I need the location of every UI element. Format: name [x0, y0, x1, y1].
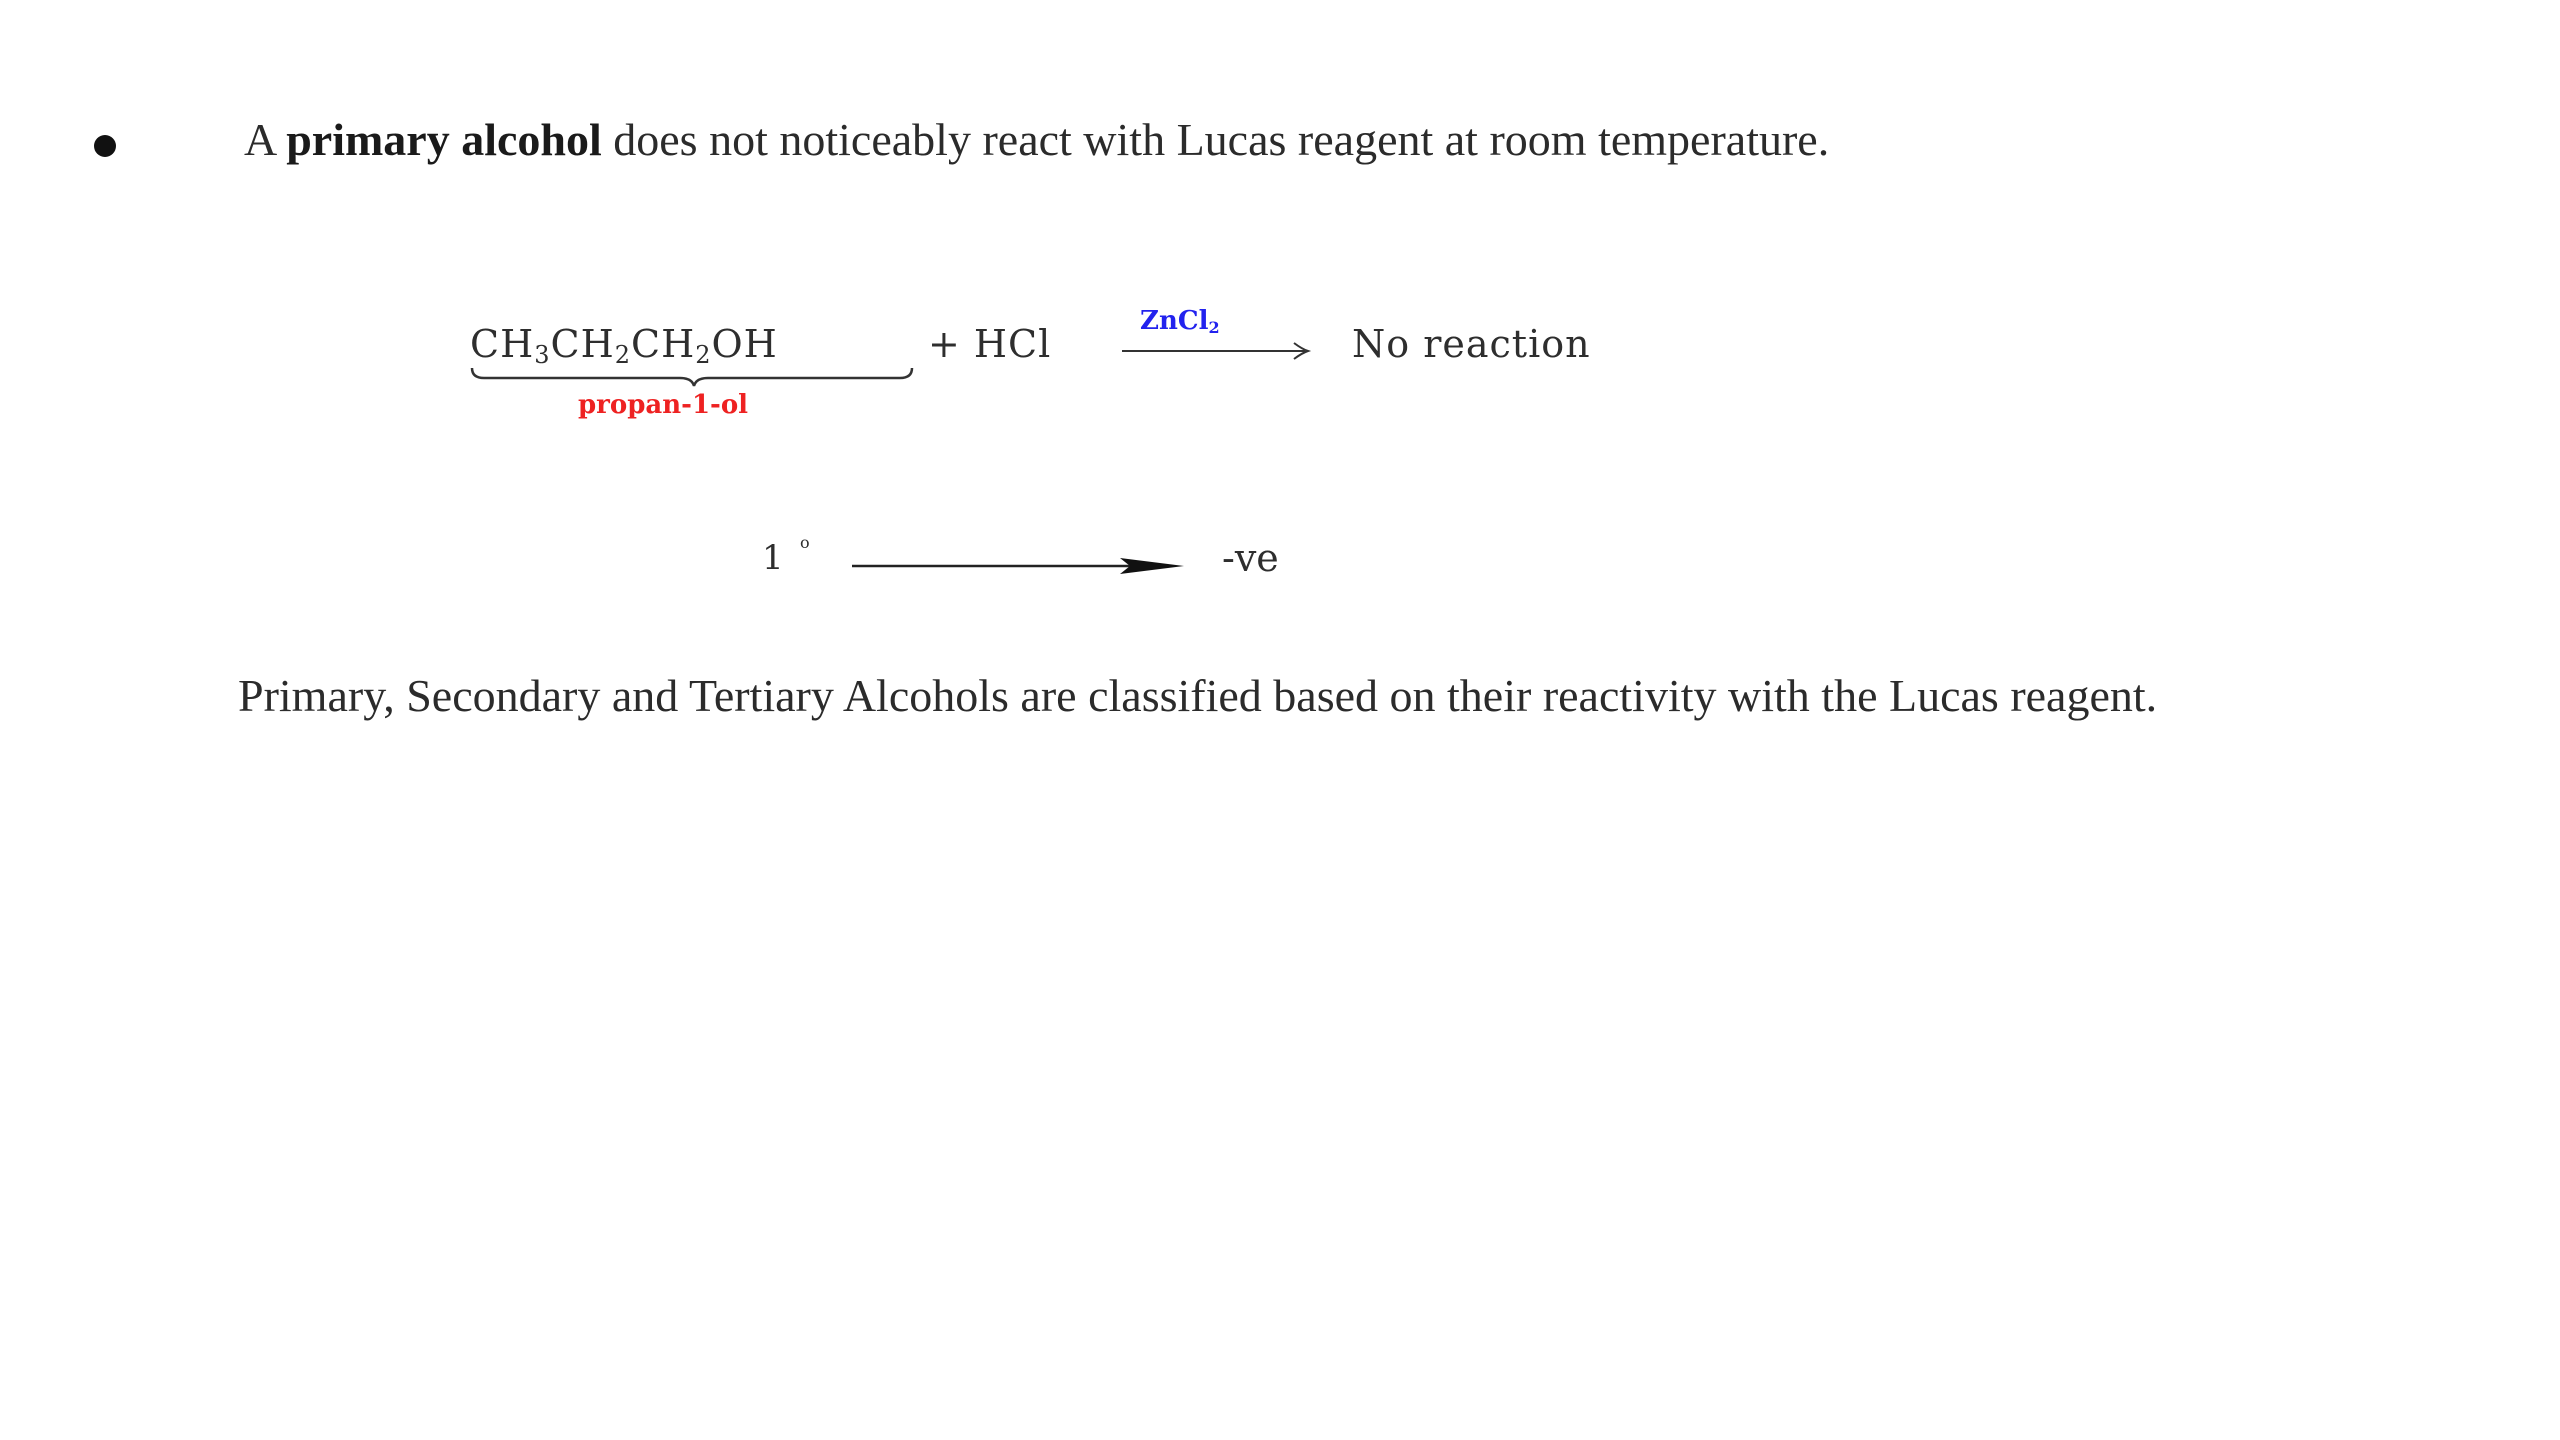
reactant-name-label: propan-1-ol: [578, 390, 749, 420]
bullet-dot: [94, 135, 116, 157]
reactant-formula: [470, 322, 778, 369]
formula-part: OH: [711, 322, 778, 366]
test-result: -ve: [1222, 536, 1279, 580]
bullet-prefix: A: [244, 114, 287, 165]
product-label: No reaction: [1352, 322, 1591, 366]
bullet-suffix: does not noticeably react with Lucas reagent at room temperature.: [601, 114, 1830, 165]
degree-symbol: o: [800, 533, 810, 552]
formula-part: CH: [470, 322, 535, 366]
bullet-bold-term: primary alcohol: [286, 114, 602, 165]
summary-text: Primary, Secondary and Tertiary Alcohols are classified based on their reactivity with the Lucas reagent.: [238, 670, 2158, 721]
underbrace: [472, 368, 912, 386]
degree-number: 1: [762, 538, 784, 578]
formula-part: CH: [631, 322, 696, 366]
classification-arrow: [852, 558, 1184, 574]
catalyst-label: [1140, 306, 1220, 337]
plus-reagent: + HCl: [928, 322, 1052, 366]
formula-part: CH: [550, 322, 615, 366]
formula-subscript: 2: [614, 341, 631, 369]
reaction-arrow: [1122, 343, 1308, 359]
bullet-text: [244, 108, 1829, 172]
catalyst-subscript: 2: [1208, 318, 1220, 337]
formula-subscript: 2: [695, 341, 712, 369]
catalyst-part: ZnCl: [1140, 306, 1209, 336]
formula-subscript: 3: [534, 341, 551, 369]
